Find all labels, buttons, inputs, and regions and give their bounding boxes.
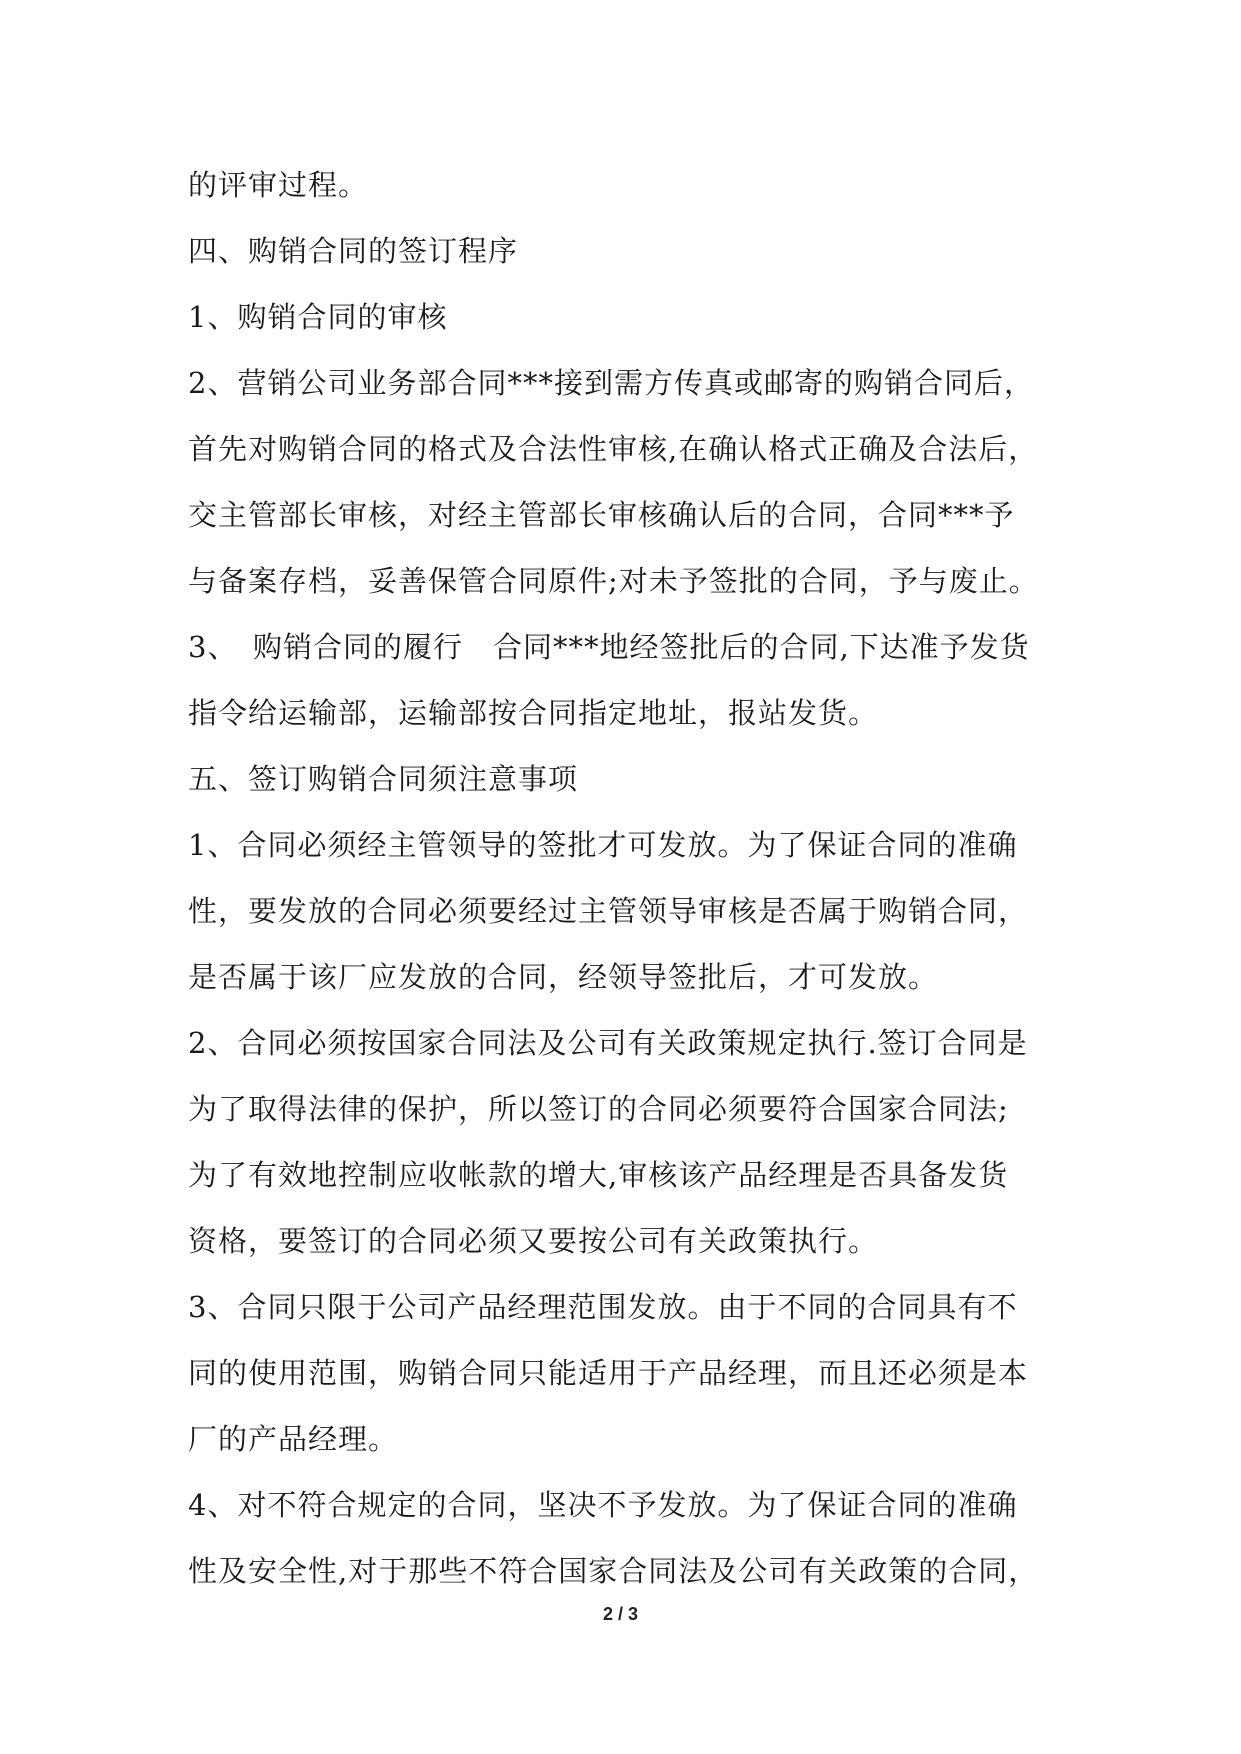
section-heading: 四、购销合同的签订程序 (188, 234, 519, 268)
text-line: 性，要发放的合同必须要经过主管领导审核是否属于购销合同， (188, 894, 1029, 928)
text-line: 3、 购销合同的履行 合同***地经签批后的合同,下达准予发货 (188, 630, 1030, 664)
text-line: 4、对不符合规定的合同，坚决不予发放。为了保证合同的准确 (188, 1488, 1018, 1522)
text-line: 的评审过程。 (188, 168, 369, 202)
text-line: 是否属于该厂应发放的合同，经领导签批后，才可发放。 (188, 960, 939, 994)
subsection-heading: 1、购销合同的审核 (188, 300, 448, 334)
text-line: 同的使用范围，购销合同只能适用于产品经理，而且还必须是本 (188, 1356, 1029, 1390)
page-number: 2 / 3 (602, 1604, 639, 1624)
text-line: 1、合同必须经主管领导的签批才可发放。为了保证合同的准确 (188, 828, 1018, 862)
text-line: 资格，要签订的合同必须又要按公司有关政策执行。 (188, 1224, 879, 1258)
document-body (188, 152, 1068, 1604)
text-line: 首先对购销合同的格式及合法性审核,在确认格式正确及合法后， (188, 432, 1039, 466)
text-line: 性及安全性,对于那些不符合国家合同法及公司有关政策的合同， (188, 1554, 1039, 1588)
text-line: 2、营销公司业务部合同***接到需方传真或邮寄的购销合同后， (188, 366, 1034, 400)
text-line: 为了有效地控制应收帐款的增大,审核该产品经理是否具备发货 (188, 1158, 1009, 1192)
text-line: 交主管部长审核，对经主管部长审核确认后的合同，合同***予 (188, 498, 1015, 532)
section-heading: 五、签订购销合同须注意事项 (188, 762, 579, 796)
text-line: 厂的产品经理。 (188, 1422, 399, 1456)
text-line: 2、合同必须按国家合同法及公司有关政策规定执行.签订合同是 (188, 1026, 1028, 1060)
text-line: 指令给运输部，运输部按合同指定地址，报站发货。 (188, 696, 879, 730)
text-line: 与备案存档，妥善保管合同原件;对未予签批的合同，予与废止。 (188, 564, 1039, 598)
text-line: 3、合同只限于公司产品经理范围发放。由于不同的合同具有不 (188, 1290, 1018, 1324)
text-line: 为了取得法律的保护，所以签订的合同必须要符合国家合同法; (188, 1092, 1009, 1126)
